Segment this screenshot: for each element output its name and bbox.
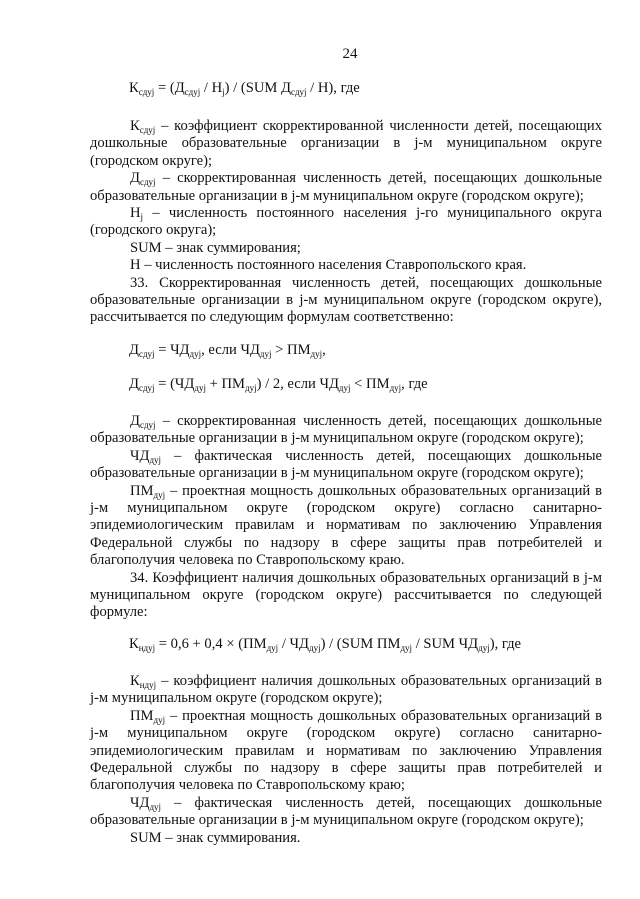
paragraph-33: 33. Скорректированная численность детей, посещающих дошкольные образовательные организации в j-м муниципальном округе (городском округе), рассчитывается по следующим формулам соответственно: [90,274,602,326]
definition-k-nduj: $К_{ндуj}$ – коэффициент наличия дошкольных образовательных организаций в j-м муниципальном округе (городском округе); [90,673,602,707]
definition-pm-duj-2: $ПМ_{дуj}$ – проектная мощность дошкольных образовательных организаций в j-м муниципальном округе (городском округе) согласно санитарно-эпидемиологическим правилам и нормативам по заключению Управления Федеральной службы по надзору в сфере защиты прав потребителей и благополучия человека по Ставропольскому краю; [90,707,602,794]
definition-pm-duj: $ПМ_{дуj}$ – проектная мощность дошкольных образовательных организаций в j-м муниципальном округе (городском округе) согласно санитарно-эпидемиологическим правилам и нормативам по заключению Управления Федеральной службы по надзору в сфере защиты прав потребителей и благополучия человека по Ставропольскому краю. [90,482,602,569]
definitions-block-3 [90,673,602,847]
definition-sum-2: SUM – знак суммирования. [130,829,301,846]
definition-sum: SUM – знак суммирования; [130,239,301,256]
definitions-block-2 [90,413,602,622]
definition-chd-duj: $ЧД_{дуj}$ – фактическая численность детей, посещающих дошкольные образовательные организации в j-м муниципальном округе (городском округе); [90,447,602,482]
definition-h: Н – численность постоянного населения Ставропольского края. [130,257,527,274]
definition-d-sduj: $Д_{сдуj}$ – скорректированная численность детей, посещающих дошкольные образовательные организации в j-м муниципальном округе (городском округе); [90,170,602,204]
formula-k-nduj: $К_{ндуj} = 0,6 + 0,4 \times (ПМ_{дуj} / ЧД_{дуj}) / (SUM$ $ПМ_{дуj}$ / SUM $ЧД_{дуj}$), где [129,636,522,653]
definitions-block-1 [90,118,602,327]
definition-h-j: $Н_j$ – численность постоянного населения j-го муниципального округа (городского округа); [90,205,602,239]
page-number: 24 [342,46,358,62]
definition-k-sduj: $К_{сдуj}$ – коэффициент скорректированной численности детей, посещающих дошкольные образовательные организации в j-м муниципальном округе (городском округе); [90,118,602,169]
definition-d-sduj-2: $Д_{сдуj}$ – скорректированная численность детей, посещающих дошкольные образовательные организации в j-м муниципальном округе (городском округе); [90,413,602,447]
formula-d-sduj-case1: $Д_{сдуj} = ЧД_{дуj}$, если $ЧД_{дуj} > ПМ_{дуj}$, [129,342,326,359]
formula-k-sduj: $К_{сдуj} = (Д_{сдуj} / Н_j) / (SUM$ $Д_{сдуj} / Н$), где [129,80,360,97]
formula-d-sduj-case2: $Д_{сдуj} = (ЧД_{дуj} + ПМ_{дуj}) / 2$, если $ЧД_{дуj} < ПМ_{дуj}$, где [129,376,428,393]
definition-chd-duj-2: $ЧД_{дуj}$ – фактическая численность детей, посещающих дошкольные образовательные организации в j-м муниципальном округе (городском округе); [90,794,602,829]
paragraph-34: 34. Коэффициент наличия дошкольных образовательных организаций в j-м муниципальном округе (городском округе) рассчитывается по следующей формуле: [90,569,602,621]
